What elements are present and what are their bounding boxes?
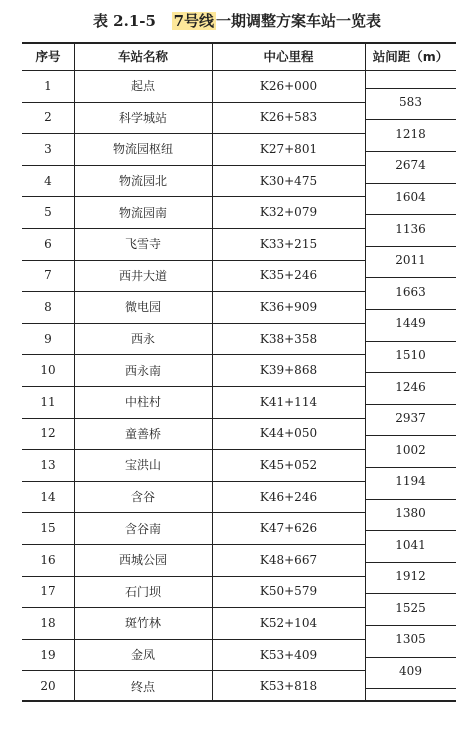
station-distance: 409 — [399, 663, 422, 678]
station-name: 终点 — [130, 679, 155, 694]
station-name: 童善桥 — [124, 426, 161, 441]
station-name: 西城公园 — [118, 553, 167, 568]
station-distance: 1002 — [395, 442, 426, 457]
station-mileage: K53+818 — [259, 679, 318, 694]
station-mileage: K53+409 — [259, 647, 318, 662]
station-mileage: K26+000 — [259, 78, 318, 93]
row-index: 20 — [40, 679, 56, 694]
station-name: 物流园北 — [118, 174, 167, 189]
row-index: 13 — [40, 457, 56, 472]
distance-divider — [365, 593, 456, 594]
station-name: 科学城站 — [118, 110, 167, 125]
station-mileage: K46+246 — [259, 489, 318, 504]
distance-divider — [365, 183, 456, 184]
distance-divider — [365, 88, 456, 89]
station-distance: 1194 — [395, 474, 426, 489]
distance-divider — [365, 372, 456, 373]
station-name: 金凤 — [130, 648, 155, 663]
column-divider — [212, 42, 213, 702]
caption-suffix: 一期调整方案车站一览表 — [216, 12, 382, 30]
row-index: 3 — [44, 141, 52, 156]
station-mileage: K30+475 — [259, 173, 318, 188]
station-name: 石门坝 — [124, 584, 161, 599]
header-distance: 站间距（m） — [372, 49, 449, 64]
header-station-name: 车站名称 — [117, 49, 168, 64]
station-name: 含谷 — [130, 490, 155, 505]
station-distance: 1305 — [395, 632, 426, 647]
row-index: 16 — [40, 552, 56, 567]
header-row — [22, 42, 456, 70]
station-mileage: K39+868 — [259, 363, 318, 378]
distance-divider — [365, 435, 456, 436]
header-index: 序号 — [35, 49, 61, 64]
station-mileage: K44+050 — [259, 426, 318, 441]
station-distance: 1136 — [395, 221, 426, 236]
row-index: 8 — [44, 299, 52, 314]
row-index: 5 — [44, 205, 52, 220]
station-mileage: K48+667 — [259, 552, 318, 567]
station-name: 斑竹林 — [124, 616, 161, 631]
row-index: 1 — [44, 78, 52, 93]
row-index: 15 — [40, 521, 56, 536]
station-distance: 1218 — [395, 126, 426, 141]
station-mileage: K36+909 — [259, 299, 318, 314]
station-name: 起点 — [130, 79, 155, 94]
row-index: 12 — [40, 426, 56, 441]
station-name: 飞雪寺 — [124, 237, 161, 252]
header-mileage: 中心里程 — [263, 49, 314, 64]
station-distance: 1912 — [395, 569, 426, 584]
station-distance: 1246 — [395, 379, 426, 394]
row-index: 2 — [44, 110, 52, 125]
column-divider — [74, 42, 75, 702]
table-bottom-rule — [22, 700, 456, 702]
station-mileage: K32+079 — [259, 205, 318, 220]
distance-divider — [365, 530, 456, 531]
station-distance: 1663 — [395, 284, 426, 299]
distance-divider — [365, 341, 456, 342]
distance-divider — [365, 625, 456, 626]
station-name: 含谷南 — [124, 521, 161, 536]
row-index: 10 — [40, 363, 56, 378]
header-rule — [22, 70, 456, 71]
station-mileage: K41+114 — [259, 394, 318, 409]
distance-divider — [365, 657, 456, 658]
station-mileage: K33+215 — [259, 236, 318, 251]
row-index: 19 — [40, 647, 56, 662]
distance-divider — [365, 562, 456, 563]
row-index: 11 — [40, 394, 56, 409]
station-name: 物流园枢纽 — [112, 142, 173, 157]
row-index: 6 — [44, 236, 52, 251]
distance-divider — [365, 214, 456, 215]
station-name: 西井大道 — [118, 268, 167, 283]
station-distance: 2674 — [395, 158, 426, 173]
station-mileage: K38+358 — [259, 331, 318, 346]
row-index: 4 — [44, 173, 52, 188]
distance-divider — [365, 309, 456, 310]
caption-highlight: 7号线 — [173, 12, 215, 30]
row-index: 18 — [40, 615, 56, 630]
column-divider — [365, 42, 366, 702]
row-index: 17 — [40, 584, 56, 599]
station-distance: 583 — [399, 95, 422, 110]
row-index: 7 — [44, 268, 52, 283]
distance-divider — [365, 688, 456, 689]
distance-divider — [365, 467, 456, 468]
station-distance: 1510 — [395, 347, 426, 362]
station-name: 中柱村 — [124, 395, 161, 410]
distance-divider — [365, 119, 456, 120]
station-distance: 2937 — [395, 411, 426, 426]
station-mileage: K52+104 — [259, 615, 318, 630]
table-caption — [0, 6, 474, 36]
station-distance: 1604 — [395, 189, 426, 204]
station-name: 西永 — [130, 332, 155, 347]
distance-divider — [365, 277, 456, 278]
station-distance: 1041 — [395, 537, 426, 552]
station-name: 西永南 — [124, 363, 161, 378]
station-mileage: K47+626 — [259, 521, 318, 536]
station-name: 微电园 — [124, 300, 161, 315]
station-mileage: K27+801 — [259, 141, 318, 156]
station-distance: 1449 — [395, 316, 426, 331]
distance-divider — [365, 246, 456, 247]
station-distance: 2011 — [395, 253, 426, 268]
station-table — [22, 42, 456, 722]
station-mileage: K35+246 — [259, 268, 318, 283]
station-name: 宝洪山 — [124, 458, 161, 473]
station-mileage: K45+052 — [259, 457, 318, 472]
station-mileage: K26+583 — [259, 110, 318, 125]
caption-prefix: 表 2.1-5 — [92, 12, 156, 30]
distance-divider — [365, 151, 456, 152]
distance-divider — [365, 499, 456, 500]
station-name: 物流园南 — [118, 205, 167, 220]
table-top-rule — [22, 42, 456, 44]
station-mileage: K50+579 — [259, 584, 318, 599]
station-distance: 1380 — [395, 505, 426, 520]
row-index: 14 — [40, 489, 56, 504]
row-index: 9 — [44, 331, 52, 346]
station-distance: 1525 — [395, 600, 426, 615]
distance-divider — [365, 404, 456, 405]
